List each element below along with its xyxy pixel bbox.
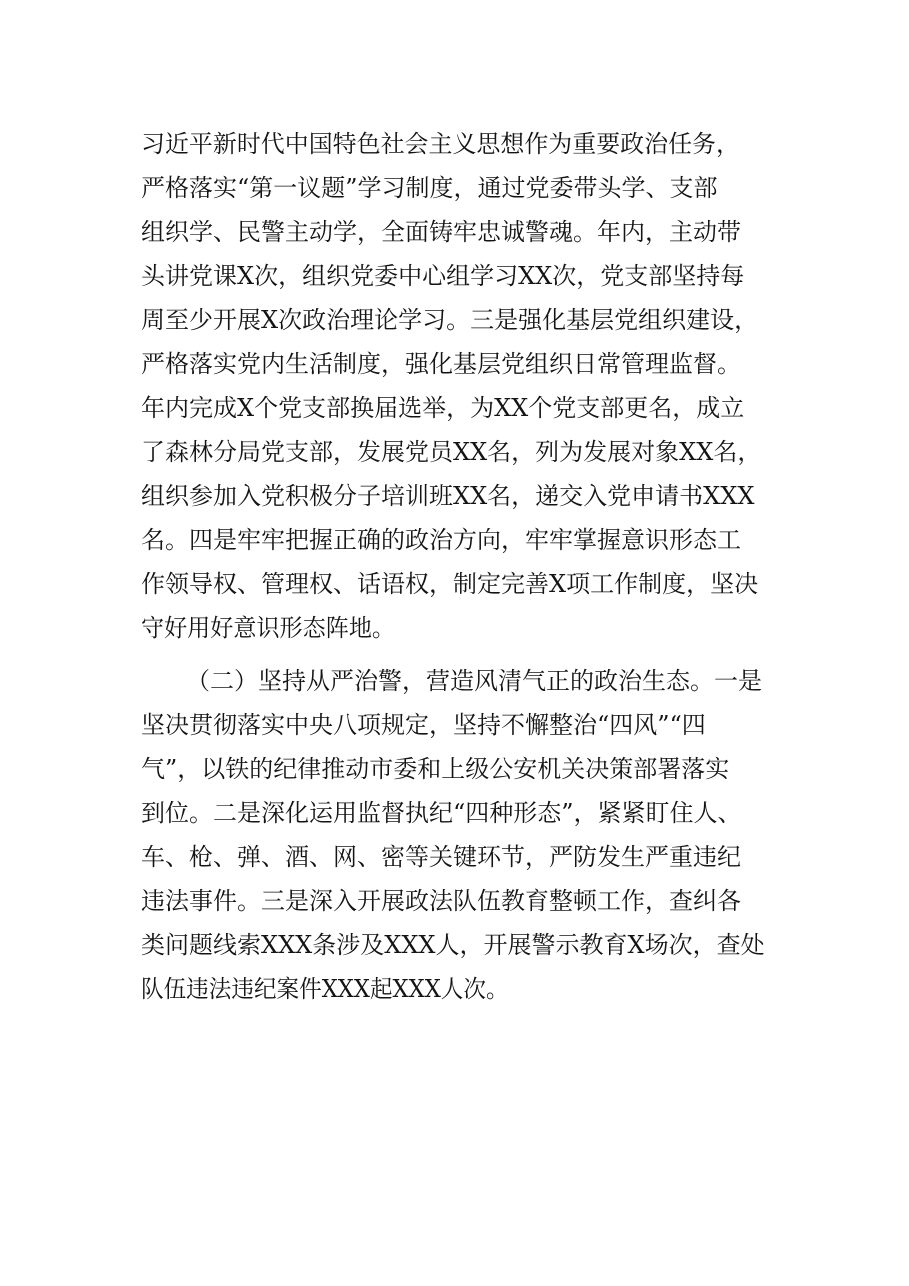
text-line: 气”，以铁的纪律推动市委和上级公安机关决策部署落实 (141, 755, 730, 783)
text-line: 车、枪、弹、酒、网、密等关键环节，严防发生严重违纪 (141, 843, 741, 871)
text-line: 类问题线索XXX条涉及XXX人，开展警示教育X场次，查处 (141, 931, 765, 959)
text-line: 严格落实党内生活制度，强化基层党组织日常管理监督。 (141, 350, 741, 378)
text-line: 队伍违法违纪案件XXX起XXX人次。 (141, 975, 509, 1003)
text-line: 了森林分局党支部，发展党员XX名，列为发展对象XX名， (141, 438, 762, 466)
text-line: 名。四是牢牢把握正确的政治方向，牢牢掌握意识形态工 (141, 526, 741, 554)
text-line: 严格落实“第一议题”学习制度，通过党委带头学、支部 (141, 174, 718, 202)
text-line: 组织参加入党积极分子培训班XX名，递交入党申请书XXX (141, 482, 755, 510)
section-heading-line: （二）坚持从严治警，营造风清气正的政治生态。一是 (186, 667, 762, 695)
text-line: 周至少开展X次政治理论学习。三是强化基层党组织建设， (141, 306, 759, 334)
text-line: 习近平新时代中国特色社会主义思想作为重要政治任务， (141, 130, 740, 158)
text-line: 守好用好意识形态阵地。 (141, 614, 395, 642)
text-line: 年内完成X个党支部换届选举，为XX个党支部更名，成立 (141, 394, 745, 422)
text-line: 作领导权、管理权、话语权，制定完善X项工作制度，坚决 (141, 570, 759, 598)
text-line: 到位。二是深化运用监督执纪“四种形态”，紧紧盯住人、 (141, 799, 742, 827)
text-line: 头讲党课X次，组织党委中心组学习XX次，党支部坚持每 (141, 262, 745, 290)
text-line: 组织学、民警主动学，全面铸牢忠诚警魂。年内，主动带 (141, 218, 741, 246)
text-line: 坚决贯彻落实中央八项规定，坚持不懈整治“四风”“四 (141, 711, 706, 739)
text-line: 违法事件。三是深入开展政法队伍教育整顿工作，查纠各 (141, 887, 741, 915)
